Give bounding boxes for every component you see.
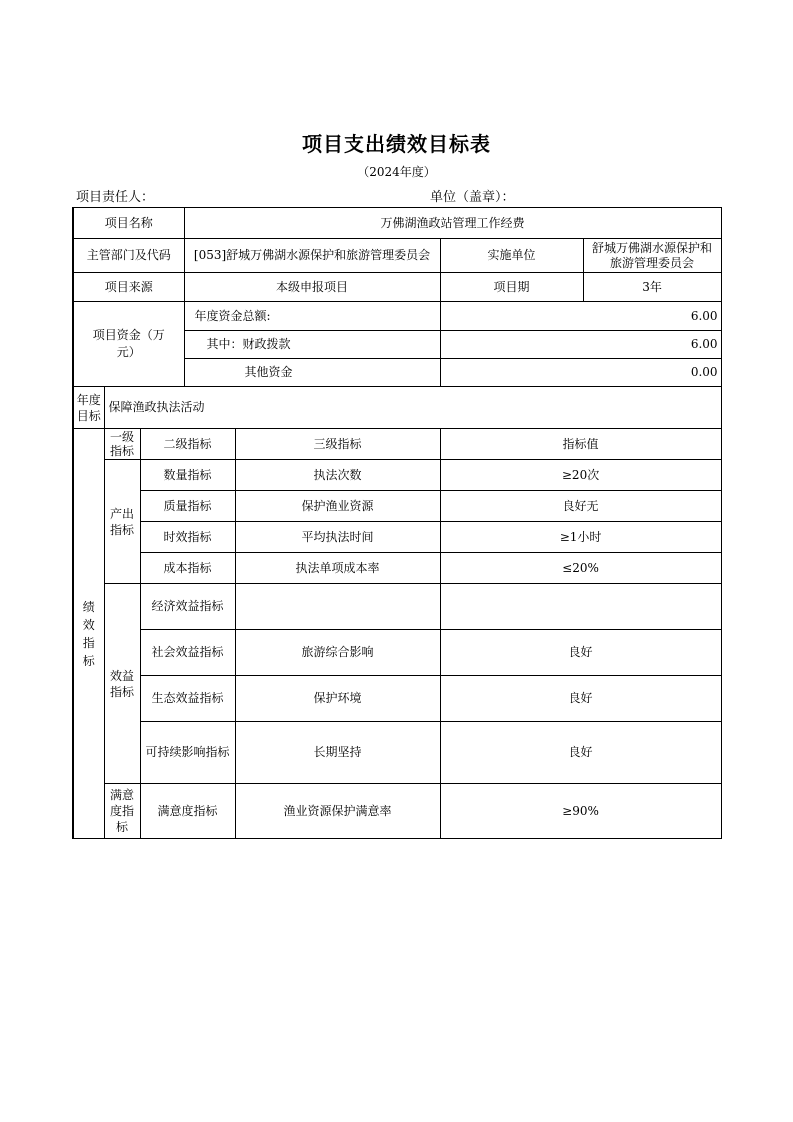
output-indicator-label-text: 产出指标 [109, 506, 134, 537]
benefit-value: 良好 [440, 630, 721, 676]
funds-total-value: 6.00 [440, 302, 721, 331]
benefit-level3 [235, 584, 440, 630]
impl-unit-value: 舒城万佛湖水源保护和旅游管理委员会 [583, 239, 721, 273]
unit-seal-label: 单位（盖章）： [430, 190, 515, 205]
annual-goal-label [73, 387, 104, 429]
benefit-level2: 生态效益指标 [140, 676, 235, 722]
project-name-value: 万佛湖渔政站管理工作经费 [184, 208, 721, 239]
output-level3: 执法单项成本率 [235, 553, 440, 584]
benefit-indicator-label [104, 584, 140, 784]
output-level2: 成本指标 [140, 553, 235, 584]
output-value: 良好无 [440, 491, 721, 522]
benefit-value [440, 584, 721, 630]
source-label: 项目来源 [73, 273, 184, 302]
dept-value: [053]舒城万佛湖水源保护和旅游管理委员会 [184, 239, 440, 273]
output-value: ≥20次 [440, 460, 721, 491]
performance-label [73, 429, 104, 839]
level1-header [104, 429, 140, 460]
benefit-value: 良好 [440, 676, 721, 722]
benefit-level2: 社会效益指标 [140, 630, 235, 676]
benefit-level3: 长期坚持 [235, 722, 440, 784]
period-value: 3年 [583, 273, 721, 302]
performance-label-text: 绩效指标 [82, 599, 95, 668]
output-level2: 质量指标 [140, 491, 235, 522]
output-level3: 平均执法时间 [235, 522, 440, 553]
level2-header: 二级指标 [140, 429, 235, 460]
output-level3: 保护渔业资源 [235, 491, 440, 522]
level3-header: 三级指标 [235, 429, 440, 460]
period-label: 项目期 [440, 273, 583, 302]
benefit-indicator-label-text: 效益指标 [109, 668, 134, 699]
satisfaction-indicator-label [104, 784, 140, 839]
benefit-value: 良好 [440, 722, 721, 784]
annual-goal-label-text: 年度目标 [76, 392, 101, 423]
source-value: 本级申报项目 [184, 273, 440, 302]
benefit-level2: 可持续影响指标 [140, 722, 235, 784]
responsible-label: 项目责任人： [76, 190, 155, 205]
annual-goal-value: 保障渔政执法活动 [104, 387, 721, 429]
output-value: ≥1小时 [440, 522, 721, 553]
year-subtitle: （2024年度） [357, 165, 436, 179]
value-header: 指标值 [440, 429, 721, 460]
funds-other-label: 其他资金 [184, 359, 440, 387]
impl-unit-label: 实施单位 [440, 239, 583, 273]
funds-label-text: 项目资金（万元） [92, 328, 165, 359]
funds-fiscal-value: 6.00 [440, 331, 721, 359]
funds-total-label: 年度资金总额: [184, 302, 440, 331]
page-title: 项目支出绩效目标表 [302, 132, 491, 156]
output-level3: 执法次数 [235, 460, 440, 491]
performance-target-table [72, 207, 722, 839]
benefit-level3: 旅游综合影响 [235, 630, 440, 676]
dept-label: 主管部门及代码 [73, 239, 184, 273]
output-level2: 数量指标 [140, 460, 235, 491]
level1-header-text: 一级指标 [109, 430, 134, 458]
satisfaction-indicator-label-text: 满意度指标 [109, 788, 134, 834]
output-indicator-label [104, 460, 140, 584]
project-name-label: 项目名称 [73, 208, 184, 239]
benefit-level3: 保护环境 [235, 676, 440, 722]
output-value: ≤20% [440, 553, 721, 584]
satisfaction-level3: 渔业资源保护满意率 [235, 784, 440, 839]
satisfaction-value: ≥90% [440, 784, 721, 839]
satisfaction-level2: 满意度指标 [140, 784, 235, 839]
benefit-level2: 经济效益指标 [140, 584, 235, 630]
funds-other-value: 0.00 [440, 359, 721, 387]
funds-fiscal-label: 其中：财政拨款 [184, 331, 440, 359]
output-level2: 时效指标 [140, 522, 235, 553]
funds-label [73, 302, 184, 387]
